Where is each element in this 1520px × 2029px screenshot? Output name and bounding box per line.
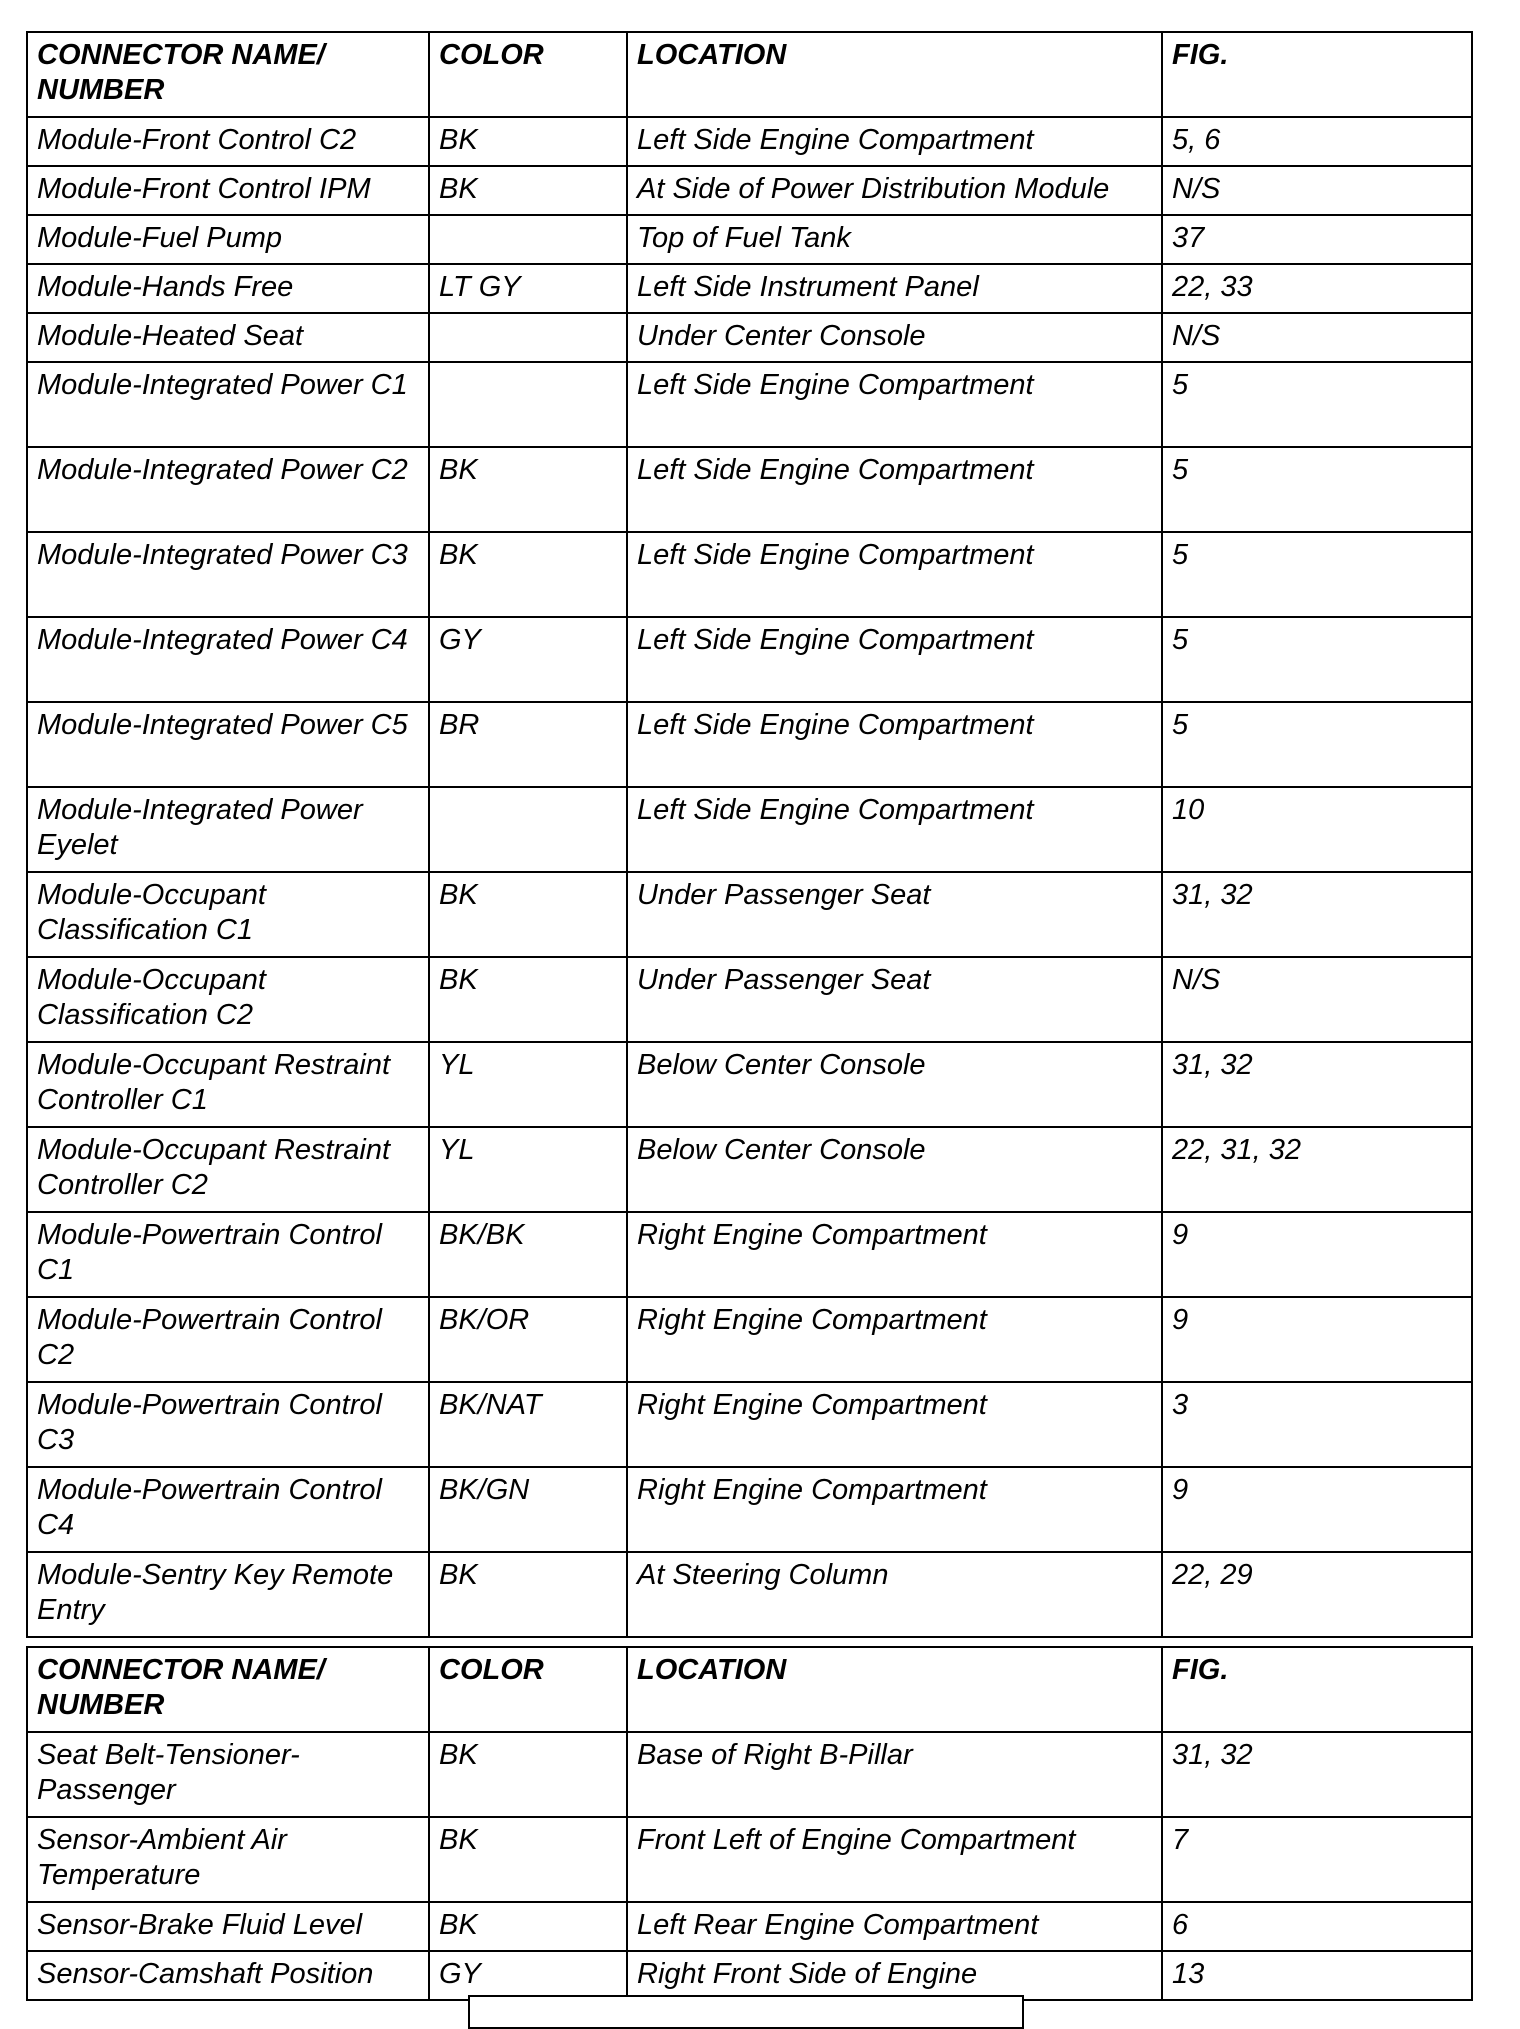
cell-fig: 5 bbox=[1162, 532, 1472, 617]
cell-color: BK bbox=[429, 447, 627, 532]
cell-fig: 5 bbox=[1162, 362, 1472, 447]
cell-name: Module-Integrated Power C3 bbox=[27, 532, 429, 617]
cell-name: Module-Heated Seat bbox=[27, 313, 429, 362]
table-row bbox=[27, 1212, 1472, 1297]
table-row bbox=[27, 1732, 1472, 1817]
cell-name: Sensor-Brake Fluid Level bbox=[27, 1902, 429, 1951]
table-row bbox=[27, 532, 1472, 617]
header-location: LOCATION bbox=[627, 1647, 1162, 1732]
cell-color: BK bbox=[429, 532, 627, 617]
cell-name: Module-Integrated Power C2 bbox=[27, 447, 429, 532]
connector-table-2 bbox=[26, 1646, 1473, 2001]
cell-location: At Side of Power Distribution Module bbox=[627, 166, 1162, 215]
table-row bbox=[27, 1382, 1472, 1467]
cell-location: Front Left of Engine Compartment bbox=[627, 1817, 1162, 1902]
header-fig: FIG. bbox=[1162, 1647, 1472, 1732]
cell-location: Left Side Engine Compartment bbox=[627, 362, 1162, 447]
table-row bbox=[27, 215, 1472, 264]
cell-fig: 22, 31, 32 bbox=[1162, 1127, 1472, 1212]
cell-location: Left Side Engine Compartment bbox=[627, 532, 1162, 617]
table-row bbox=[27, 1552, 1472, 1637]
cell-location: Right Engine Compartment bbox=[627, 1212, 1162, 1297]
table-row bbox=[27, 1467, 1472, 1552]
cell-color: BK bbox=[429, 1817, 627, 1902]
cell-fig: 5, 6 bbox=[1162, 117, 1472, 166]
table-row bbox=[27, 1902, 1472, 1951]
cell-color: BK/GN bbox=[429, 1467, 627, 1552]
cell-fig: 31, 32 bbox=[1162, 1042, 1472, 1127]
table-row bbox=[27, 264, 1472, 313]
cell-location: At Steering Column bbox=[627, 1552, 1162, 1637]
cell-color: BK bbox=[429, 166, 627, 215]
cell-color: BK bbox=[429, 1552, 627, 1637]
cell-fig: 22, 33 bbox=[1162, 264, 1472, 313]
cell-location: Left Side Instrument Panel bbox=[627, 264, 1162, 313]
cell-color: LT GY bbox=[429, 264, 627, 313]
header-location: LOCATION bbox=[627, 32, 1162, 117]
cell-location: Under Center Console bbox=[627, 313, 1162, 362]
cell-name: Module-Occupant Classification C1 bbox=[27, 872, 429, 957]
cell-color: BK bbox=[429, 872, 627, 957]
table-row bbox=[27, 1951, 1472, 2000]
cell-color: GY bbox=[429, 1951, 627, 2000]
table-row bbox=[27, 872, 1472, 957]
connector-table-1 bbox=[26, 31, 1473, 1638]
cell-color: BK/OR bbox=[429, 1297, 627, 1382]
cell-location: Left Side Engine Compartment bbox=[627, 617, 1162, 702]
cell-name: Module-Occupant Restraint Controller C2 bbox=[27, 1127, 429, 1212]
cell-fig: 31, 32 bbox=[1162, 1732, 1472, 1817]
header-color: COLOR bbox=[429, 1647, 627, 1732]
cell-color: BR bbox=[429, 702, 627, 787]
header-connector-name: CONNECTOR NAME/ NUMBER bbox=[27, 1647, 429, 1732]
table-row bbox=[27, 957, 1472, 1042]
cell-name: Module-Powertrain Control C1 bbox=[27, 1212, 429, 1297]
cell-location: Right Engine Compartment bbox=[627, 1467, 1162, 1552]
cell-fig: 22, 29 bbox=[1162, 1552, 1472, 1637]
cell-fig: N/S bbox=[1162, 957, 1472, 1042]
table-row bbox=[27, 117, 1472, 166]
cell-fig: 5 bbox=[1162, 702, 1472, 787]
cell-fig: 7 bbox=[1162, 1817, 1472, 1902]
cell-color: GY bbox=[429, 617, 627, 702]
cell-fig: 37 bbox=[1162, 215, 1472, 264]
cell-fig: 9 bbox=[1162, 1297, 1472, 1382]
cell-color: BK/BK bbox=[429, 1212, 627, 1297]
cell-name: Module-Integrated Power Eyelet bbox=[27, 787, 429, 872]
cell-location: Right Engine Compartment bbox=[627, 1382, 1162, 1467]
table-row bbox=[27, 787, 1472, 872]
cell-fig: 9 bbox=[1162, 1212, 1472, 1297]
cell-location: Left Side Engine Compartment bbox=[627, 447, 1162, 532]
cell-name: Module-Powertrain Control C2 bbox=[27, 1297, 429, 1382]
cell-location: Below Center Console bbox=[627, 1042, 1162, 1127]
cell-fig: 3 bbox=[1162, 1382, 1472, 1467]
cell-location: Right Front Side of Engine bbox=[627, 1951, 1162, 2000]
cell-color: BK bbox=[429, 117, 627, 166]
cell-color bbox=[429, 215, 627, 264]
cell-name: Module-Integrated Power C4 bbox=[27, 617, 429, 702]
header-color: COLOR bbox=[429, 32, 627, 117]
cell-color bbox=[429, 362, 627, 447]
cell-color: YL bbox=[429, 1127, 627, 1212]
table-row bbox=[27, 166, 1472, 215]
cell-color: BK bbox=[429, 1732, 627, 1817]
table-row bbox=[27, 702, 1472, 787]
cell-location: Below Center Console bbox=[627, 1127, 1162, 1212]
cell-fig: N/S bbox=[1162, 313, 1472, 362]
cell-location: Base of Right B-Pillar bbox=[627, 1732, 1162, 1817]
cell-name: Seat Belt-Tensioner-Passenger bbox=[27, 1732, 429, 1817]
cell-name: Module-Integrated Power C1 bbox=[27, 362, 429, 447]
table-row bbox=[27, 1042, 1472, 1127]
header-connector-name: CONNECTOR NAME/ NUMBER bbox=[27, 32, 429, 117]
cell-location: Under Passenger Seat bbox=[627, 957, 1162, 1042]
cell-color: YL bbox=[429, 1042, 627, 1127]
cell-color bbox=[429, 787, 627, 872]
cell-color: BK bbox=[429, 1902, 627, 1951]
table-row bbox=[27, 1817, 1472, 1902]
cell-color bbox=[429, 313, 627, 362]
cell-fig: 31, 32 bbox=[1162, 872, 1472, 957]
header-row bbox=[27, 32, 1472, 117]
cell-name: Module-Occupant Classification C2 bbox=[27, 957, 429, 1042]
cell-fig: 10 bbox=[1162, 787, 1472, 872]
cell-color: BK/NAT bbox=[429, 1382, 627, 1467]
header-fig: FIG. bbox=[1162, 32, 1472, 117]
cell-location: Under Passenger Seat bbox=[627, 872, 1162, 957]
cell-name: Sensor-Ambient Air Temperature bbox=[27, 1817, 429, 1902]
cell-name: Module-Integrated Power C5 bbox=[27, 702, 429, 787]
cell-fig: 5 bbox=[1162, 617, 1472, 702]
cell-name: Module-Sentry Key Remote Entry bbox=[27, 1552, 429, 1637]
table-row bbox=[27, 1127, 1472, 1212]
cell-name: Module-Front Control C2 bbox=[27, 117, 429, 166]
table-row bbox=[27, 1297, 1472, 1382]
cell-name: Module-Powertrain Control C3 bbox=[27, 1382, 429, 1467]
cell-fig: N/S bbox=[1162, 166, 1472, 215]
cell-name: Module-Occupant Restraint Controller C1 bbox=[27, 1042, 429, 1127]
cell-name: Module-Front Control IPM bbox=[27, 166, 429, 215]
cell-color: BK bbox=[429, 957, 627, 1042]
cell-fig: 5 bbox=[1162, 447, 1472, 532]
cell-name: Sensor-Camshaft Position bbox=[27, 1951, 429, 2000]
cell-fig: 13 bbox=[1162, 1951, 1472, 2000]
cell-location: Left Rear Engine Compartment bbox=[627, 1902, 1162, 1951]
table-row bbox=[27, 313, 1472, 362]
header-row bbox=[27, 1647, 1472, 1732]
cell-location: Left Side Engine Compartment bbox=[627, 787, 1162, 872]
table-row bbox=[27, 617, 1472, 702]
cell-name: Module-Fuel Pump bbox=[27, 215, 429, 264]
cell-fig: 9 bbox=[1162, 1467, 1472, 1552]
cell-location: Top of Fuel Tank bbox=[627, 215, 1162, 264]
table-row bbox=[27, 447, 1472, 532]
cell-name: Module-Hands Free bbox=[27, 264, 429, 313]
cell-location: Right Engine Compartment bbox=[627, 1297, 1162, 1382]
cell-fig: 6 bbox=[1162, 1902, 1472, 1951]
cell-name: Module-Powertrain Control C4 bbox=[27, 1467, 429, 1552]
cell-location: Left Side Engine Compartment bbox=[627, 117, 1162, 166]
page-footer-box bbox=[468, 1995, 1024, 2029]
table-row bbox=[27, 362, 1472, 447]
cell-location: Left Side Engine Compartment bbox=[627, 702, 1162, 787]
